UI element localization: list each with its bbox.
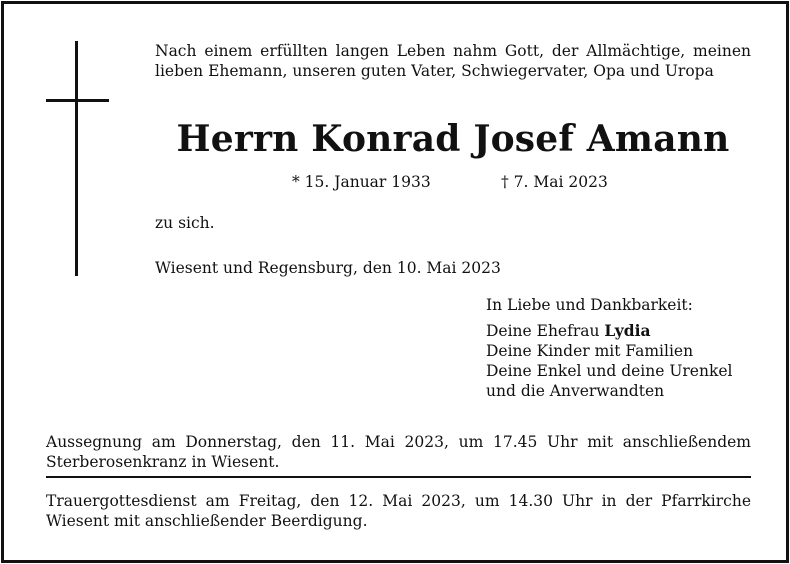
wife-name: Lydia (604, 321, 651, 340)
place-and-date: Wiesent und Regensburg, den 10. Mai 2023 (155, 259, 501, 277)
birth-date: * 15. Januar 1933 (292, 173, 431, 191)
wife-prefix: Deine Ehefrau (486, 322, 605, 340)
funeral-service-info: Trauergottesdienst am Freitag, den 12. Mai 2023, um 14.30 Uhr in der Pfarrkirche Wiesent mit anschließender Beerdigung. (46, 492, 751, 530)
family-wife (486, 321, 733, 341)
obituary-notice (1, 1, 789, 563)
family-list (486, 321, 733, 401)
blessing-info: Aussegnung am Donnerstag, den 11. Mai 2023, um 17.45 Uhr mit anschließendem Sterberosenkranz in Wiesent. (46, 433, 751, 471)
family-children: Deine Kinder mit Familien (486, 342, 694, 360)
thanks-line: In Liebe und Dankbarkeit: (486, 296, 693, 314)
deceased-name: Herrn Konrad Josef Amann (176, 118, 730, 160)
family-relatives: und die Anverwandten (486, 382, 665, 400)
intro-text: Nach einem erfüllten langen Leben nahm Gott, der Allmächtige, meinen lieben Ehemann, unseren guten Vater, Schwiegervater, Opa und Uropa (155, 42, 751, 80)
cross-icon-bar (46, 99, 109, 102)
death-date: † 7. Mai 2023 (501, 173, 608, 191)
divider (46, 476, 751, 478)
family-grandchildren: Deine Enkel und deine Urenkel (486, 362, 733, 380)
cross-icon (75, 41, 78, 276)
closing-text: zu sich. (155, 214, 215, 232)
